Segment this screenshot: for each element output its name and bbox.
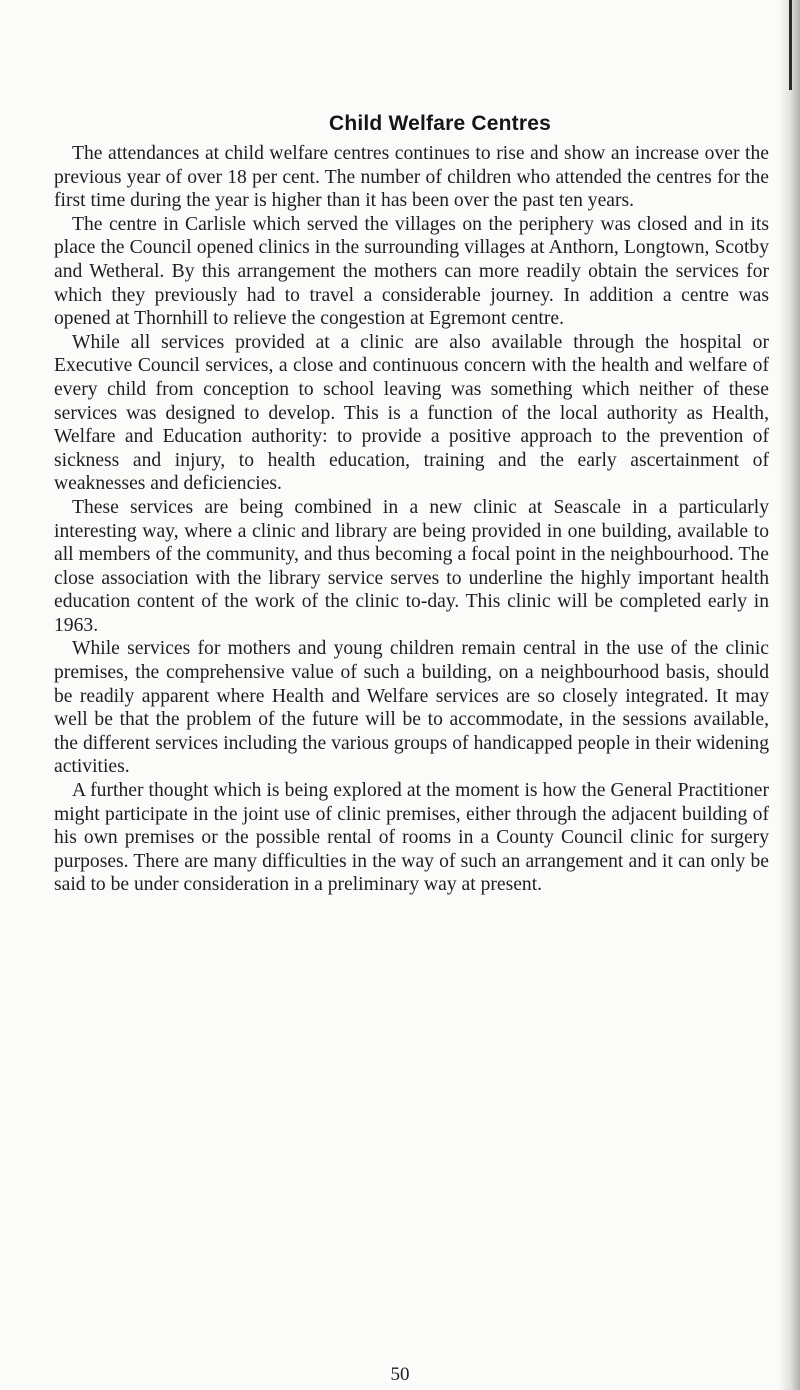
paragraph-general-practitioner: A further thought which is being explored at the moment is how the General Practitioner might participate in the joint use of clinic premises, either through the adjacent building of his own premises or the possible rental of rooms in a County Council clinic for surgery purposes. There are many difficulties in the way of such an arrangement and it can only be said to be under consideration in a preliminary way at present. [54, 780, 769, 896]
paragraph-attendances: The attendances at child welfare centres continues to rise and show an increase over the previous year of over 18 per cent. The number of children who attended the centres for the first time during the year is higher than it has been over the past ten years. [54, 143, 769, 212]
paragraph-clinic-premises: While services for mothers and young children remain central in the use of the clinic premises, the comprehensive value of such a building, on a neighbourhood basis, should be readily apparent where Health and Welfare services are so closely integrated. It may well be that the problem of the future will be to accommodate, in the sessions available, the different services including the various groups of handicapped people in their widening activities. [54, 638, 769, 778]
section-heading: Child Welfare Centres [328, 112, 552, 135]
page-number: 50 [390, 1364, 410, 1385]
page-edge-shadow [778, 0, 800, 1390]
paragraph-carlisle-centre: The centre in Carlisle which served the villages on the periphery was closed and in its place the Council opened clinics in the surrounding villages at Anthorn, Longtown, Scotby and Wetheral. By this arrangement the mothers can more readily obtain the services for which they previously had to travel a considerable journey. In addition a centre was opened at Thornhill to relieve the congestion at Egremont centre. [54, 213, 769, 330]
paragraph-seascale-clinic: These services are being combined in a new clinic at Seascale in a particularly interesting way, where a clinic and library are being provided in one building, available to all members of the community, and thus becoming a focal point in the neighbourhood. The close association with the library service serves to underline the highly important health education content of the work of the clinic to-day. This clinic will be completed early in 1963. [54, 496, 769, 636]
page-edge-mark [789, 0, 792, 90]
paragraph-clinic-services: While all services provided at a clinic are also available through the hospital or Executive Council services, a close and continuous concern with the health and welfare of every child from conception to school leaving was something which neither of these services was designed to develop. This is a function of the local authority as Health, Welfare and Education authority: to provide a positive approach to the prevention of sickness and injury, to health education, training and the early ascertainment of weaknesses and deficiencies. [54, 331, 769, 495]
body-text [54, 142, 769, 897]
